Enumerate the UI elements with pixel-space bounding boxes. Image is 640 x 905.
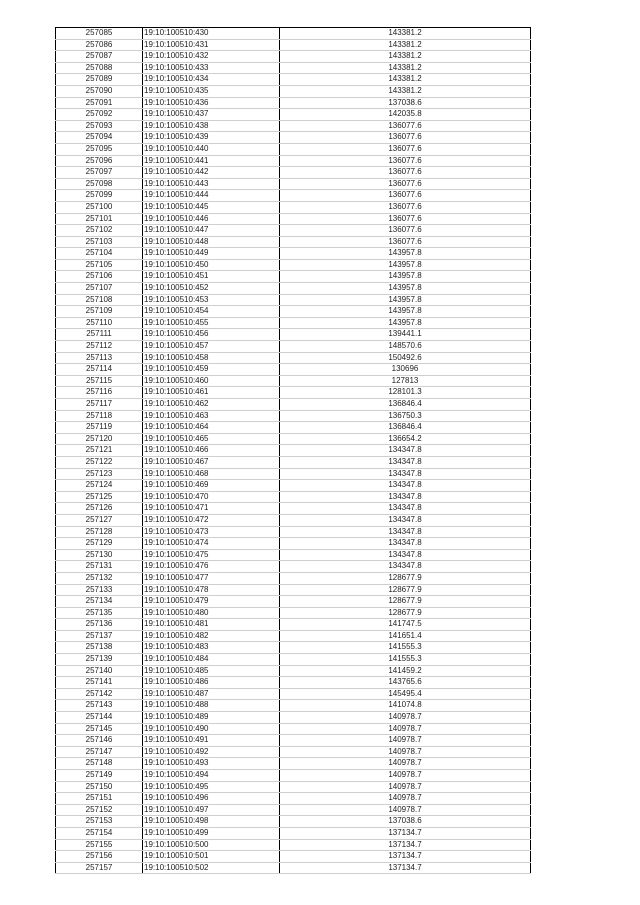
cadastral-number-cell: 19:10:100510:444 bbox=[143, 190, 280, 202]
record-id-cell: 257126 bbox=[56, 503, 143, 515]
table-row bbox=[56, 480, 531, 492]
table-row bbox=[56, 688, 531, 700]
table-row bbox=[56, 804, 531, 816]
table-row bbox=[56, 120, 531, 132]
table-row bbox=[56, 259, 531, 271]
cadastral-number-cell: 19:10:100510:437 bbox=[143, 109, 280, 121]
value-cell: 136846.4 bbox=[280, 422, 531, 434]
table-row bbox=[56, 85, 531, 97]
cadastral-number-cell: 19:10:100510:497 bbox=[143, 804, 280, 816]
record-id-cell: 257091 bbox=[56, 97, 143, 109]
table-row bbox=[56, 225, 531, 237]
table-row bbox=[56, 793, 531, 805]
table-row bbox=[56, 723, 531, 735]
table-row bbox=[56, 399, 531, 411]
table-row bbox=[56, 317, 531, 329]
record-id-cell: 257099 bbox=[56, 190, 143, 202]
record-id-cell: 257124 bbox=[56, 480, 143, 492]
value-cell: 136077.6 bbox=[280, 213, 531, 225]
cadastral-number-cell: 19:10:100510:457 bbox=[143, 341, 280, 353]
cadastral-number-cell: 19:10:100510:494 bbox=[143, 770, 280, 782]
value-cell: 137134.7 bbox=[280, 862, 531, 874]
table-row bbox=[56, 665, 531, 677]
table-row bbox=[56, 201, 531, 213]
value-cell: 134347.8 bbox=[280, 561, 531, 573]
table-row bbox=[56, 549, 531, 561]
table-row bbox=[56, 387, 531, 399]
cadastral-number-cell: 19:10:100510:438 bbox=[143, 120, 280, 132]
value-cell: 141747.5 bbox=[280, 619, 531, 631]
record-id-cell: 257109 bbox=[56, 306, 143, 318]
cadastral-number-cell: 19:10:100510:445 bbox=[143, 201, 280, 213]
value-cell: 137134.7 bbox=[280, 827, 531, 839]
cadastral-number-cell: 19:10:100510:456 bbox=[143, 329, 280, 341]
record-id-cell: 257106 bbox=[56, 271, 143, 283]
cadastral-number-cell: 19:10:100510:486 bbox=[143, 677, 280, 689]
cadastral-number-cell: 19:10:100510:482 bbox=[143, 630, 280, 642]
cadastral-number-cell: 19:10:100510:431 bbox=[143, 39, 280, 51]
table-row bbox=[56, 167, 531, 179]
table-row bbox=[56, 746, 531, 758]
value-cell: 143381.2 bbox=[280, 51, 531, 63]
cadastral-number-cell: 19:10:100510:489 bbox=[143, 712, 280, 724]
cadastral-number-cell: 19:10:100510:469 bbox=[143, 480, 280, 492]
table-row bbox=[56, 375, 531, 387]
value-cell: 140978.7 bbox=[280, 723, 531, 735]
table-row bbox=[56, 468, 531, 480]
cadastral-number-cell: 19:10:100510:466 bbox=[143, 445, 280, 457]
cadastral-number-cell: 19:10:100510:491 bbox=[143, 735, 280, 747]
value-cell: 150492.6 bbox=[280, 352, 531, 364]
cadastral-number-cell: 19:10:100510:501 bbox=[143, 851, 280, 863]
table-row bbox=[56, 143, 531, 155]
cadastral-number-cell: 19:10:100510:448 bbox=[143, 236, 280, 248]
value-cell: 134347.8 bbox=[280, 491, 531, 503]
record-id-cell: 257105 bbox=[56, 259, 143, 271]
table-row bbox=[56, 132, 531, 144]
cadastral-number-cell: 19:10:100510:433 bbox=[143, 62, 280, 74]
record-id-cell: 257148 bbox=[56, 758, 143, 770]
record-id-cell: 257142 bbox=[56, 688, 143, 700]
cadastral-number-cell: 19:10:100510:460 bbox=[143, 375, 280, 387]
table-row bbox=[56, 735, 531, 747]
value-cell: 143957.8 bbox=[280, 317, 531, 329]
record-id-cell: 257134 bbox=[56, 596, 143, 608]
value-cell: 136654.2 bbox=[280, 433, 531, 445]
value-cell: 139441.1 bbox=[280, 329, 531, 341]
cadastral-number-cell: 19:10:100510:451 bbox=[143, 271, 280, 283]
value-cell: 143957.8 bbox=[280, 283, 531, 295]
record-id-cell: 257151 bbox=[56, 793, 143, 805]
table-row bbox=[56, 677, 531, 689]
table-row bbox=[56, 283, 531, 295]
table-row bbox=[56, 862, 531, 874]
record-id-cell: 257095 bbox=[56, 143, 143, 155]
record-id-cell: 257155 bbox=[56, 839, 143, 851]
cadastral-number-cell: 19:10:100510:432 bbox=[143, 51, 280, 63]
value-cell: 134347.8 bbox=[280, 514, 531, 526]
value-cell: 127813 bbox=[280, 375, 531, 387]
value-cell: 143957.8 bbox=[280, 294, 531, 306]
table-row bbox=[56, 781, 531, 793]
cadastral-number-cell: 19:10:100510:473 bbox=[143, 526, 280, 538]
table-row bbox=[56, 236, 531, 248]
cadastral-number-cell: 19:10:100510:478 bbox=[143, 584, 280, 596]
value-cell: 143381.2 bbox=[280, 74, 531, 86]
table-row bbox=[56, 700, 531, 712]
record-id-cell: 257088 bbox=[56, 62, 143, 74]
value-cell: 134347.8 bbox=[280, 456, 531, 468]
record-id-cell: 257101 bbox=[56, 213, 143, 225]
record-id-cell: 257108 bbox=[56, 294, 143, 306]
table-row bbox=[56, 526, 531, 538]
record-id-cell: 257143 bbox=[56, 700, 143, 712]
record-id-cell: 257117 bbox=[56, 399, 143, 411]
cadastral-number-cell: 19:10:100510:450 bbox=[143, 259, 280, 271]
record-id-cell: 257122 bbox=[56, 456, 143, 468]
value-cell: 136077.6 bbox=[280, 201, 531, 213]
record-id-cell: 257154 bbox=[56, 827, 143, 839]
record-id-cell: 257149 bbox=[56, 770, 143, 782]
cadastral-number-cell: 19:10:100510:449 bbox=[143, 248, 280, 260]
value-cell: 136077.6 bbox=[280, 225, 531, 237]
cadastral-number-cell: 19:10:100510:493 bbox=[143, 758, 280, 770]
record-id-cell: 257089 bbox=[56, 74, 143, 86]
value-cell: 130696 bbox=[280, 364, 531, 376]
record-id-cell: 257153 bbox=[56, 816, 143, 828]
value-cell: 140978.7 bbox=[280, 735, 531, 747]
value-cell: 136077.6 bbox=[280, 167, 531, 179]
table-row bbox=[56, 410, 531, 422]
value-cell: 134347.8 bbox=[280, 445, 531, 457]
table-row bbox=[56, 770, 531, 782]
table-row bbox=[56, 213, 531, 225]
value-cell: 141074.8 bbox=[280, 700, 531, 712]
cadastral-number-cell: 19:10:100510:464 bbox=[143, 422, 280, 434]
value-cell: 141555.3 bbox=[280, 654, 531, 666]
value-cell: 140978.7 bbox=[280, 793, 531, 805]
table-row bbox=[56, 712, 531, 724]
table-row bbox=[56, 839, 531, 851]
record-id-cell: 257118 bbox=[56, 410, 143, 422]
record-id-cell: 257112 bbox=[56, 341, 143, 353]
table-row bbox=[56, 538, 531, 550]
value-cell: 128677.9 bbox=[280, 607, 531, 619]
value-cell: 137038.6 bbox=[280, 816, 531, 828]
value-cell: 143957.8 bbox=[280, 259, 531, 271]
record-id-cell: 257157 bbox=[56, 862, 143, 874]
value-cell: 143381.2 bbox=[280, 62, 531, 74]
value-cell: 134347.8 bbox=[280, 526, 531, 538]
table-row bbox=[56, 584, 531, 596]
cadastral-number-cell: 19:10:100510:475 bbox=[143, 549, 280, 561]
value-cell: 137038.6 bbox=[280, 97, 531, 109]
value-cell: 136077.6 bbox=[280, 143, 531, 155]
table-row bbox=[56, 155, 531, 167]
record-id-cell: 257152 bbox=[56, 804, 143, 816]
table-row bbox=[56, 630, 531, 642]
record-id-cell: 257129 bbox=[56, 538, 143, 550]
table-row bbox=[56, 758, 531, 770]
cadastral-number-cell: 19:10:100510:481 bbox=[143, 619, 280, 631]
record-id-cell: 257119 bbox=[56, 422, 143, 434]
record-id-cell: 257116 bbox=[56, 387, 143, 399]
cadastral-number-cell: 19:10:100510:465 bbox=[143, 433, 280, 445]
record-id-cell: 257128 bbox=[56, 526, 143, 538]
value-cell: 134347.8 bbox=[280, 468, 531, 480]
value-cell: 136077.6 bbox=[280, 190, 531, 202]
cadastral-number-cell: 19:10:100510:447 bbox=[143, 225, 280, 237]
record-id-cell: 257085 bbox=[56, 28, 143, 40]
cadastral-number-cell: 19:10:100510:483 bbox=[143, 642, 280, 654]
value-cell: 134347.8 bbox=[280, 549, 531, 561]
cadastral-number-cell: 19:10:100510:477 bbox=[143, 572, 280, 584]
cadastral-number-cell: 19:10:100510:462 bbox=[143, 399, 280, 411]
table-row bbox=[56, 816, 531, 828]
record-id-cell: 257094 bbox=[56, 132, 143, 144]
cadastral-number-cell: 19:10:100510:441 bbox=[143, 155, 280, 167]
table-row bbox=[56, 561, 531, 573]
value-cell: 141555.3 bbox=[280, 642, 531, 654]
table-row bbox=[56, 422, 531, 434]
value-cell: 140978.7 bbox=[280, 758, 531, 770]
value-cell: 128101.3 bbox=[280, 387, 531, 399]
table-row bbox=[56, 271, 531, 283]
value-cell: 148570.6 bbox=[280, 341, 531, 353]
table-row bbox=[56, 74, 531, 86]
table-row bbox=[56, 851, 531, 863]
cadastral-number-cell: 19:10:100510:500 bbox=[143, 839, 280, 851]
table-row bbox=[56, 341, 531, 353]
cadastral-number-cell: 19:10:100510:430 bbox=[143, 28, 280, 40]
value-cell: 145495.4 bbox=[280, 688, 531, 700]
table-row bbox=[56, 28, 531, 40]
record-id-cell: 257146 bbox=[56, 735, 143, 747]
cadastral-number-cell: 19:10:100510:470 bbox=[143, 491, 280, 503]
cadastral-number-cell: 19:10:100510:436 bbox=[143, 97, 280, 109]
cadastral-number-cell: 19:10:100510:468 bbox=[143, 468, 280, 480]
record-id-cell: 257090 bbox=[56, 85, 143, 97]
value-cell: 136077.6 bbox=[280, 132, 531, 144]
cadastral-number-cell: 19:10:100510:471 bbox=[143, 503, 280, 515]
value-cell: 143381.2 bbox=[280, 28, 531, 40]
data-table-body bbox=[56, 28, 531, 874]
record-id-cell: 257086 bbox=[56, 39, 143, 51]
record-id-cell: 257139 bbox=[56, 654, 143, 666]
table-row bbox=[56, 178, 531, 190]
record-id-cell: 257103 bbox=[56, 236, 143, 248]
value-cell: 128677.9 bbox=[280, 596, 531, 608]
table-row bbox=[56, 572, 531, 584]
table-row bbox=[56, 445, 531, 457]
cadastral-number-cell: 19:10:100510:467 bbox=[143, 456, 280, 468]
value-cell: 136750.3 bbox=[280, 410, 531, 422]
cadastral-number-cell: 19:10:100510:435 bbox=[143, 85, 280, 97]
table-row bbox=[56, 51, 531, 63]
value-cell: 143765.6 bbox=[280, 677, 531, 689]
cadastral-number-cell: 19:10:100510:484 bbox=[143, 654, 280, 666]
value-cell: 140978.7 bbox=[280, 746, 531, 758]
record-id-cell: 257123 bbox=[56, 468, 143, 480]
cadastral-number-cell: 19:10:100510:487 bbox=[143, 688, 280, 700]
cadastral-number-cell: 19:10:100510:463 bbox=[143, 410, 280, 422]
table-row bbox=[56, 514, 531, 526]
record-id-cell: 257104 bbox=[56, 248, 143, 260]
table-row bbox=[56, 306, 531, 318]
value-cell: 143381.2 bbox=[280, 85, 531, 97]
cadastral-number-cell: 19:10:100510:443 bbox=[143, 178, 280, 190]
cadastral-number-cell: 19:10:100510:488 bbox=[143, 700, 280, 712]
cadastral-number-cell: 19:10:100510:499 bbox=[143, 827, 280, 839]
table-row bbox=[56, 596, 531, 608]
cadastral-number-cell: 19:10:100510:446 bbox=[143, 213, 280, 225]
record-id-cell: 257132 bbox=[56, 572, 143, 584]
table-row bbox=[56, 97, 531, 109]
record-id-cell: 257144 bbox=[56, 712, 143, 724]
cadastral-number-cell: 19:10:100510:454 bbox=[143, 306, 280, 318]
record-id-cell: 257137 bbox=[56, 630, 143, 642]
record-id-cell: 257110 bbox=[56, 317, 143, 329]
cadastral-number-cell: 19:10:100510:442 bbox=[143, 167, 280, 179]
value-cell: 128677.9 bbox=[280, 584, 531, 596]
record-id-cell: 257115 bbox=[56, 375, 143, 387]
record-id-cell: 257097 bbox=[56, 167, 143, 179]
table-row bbox=[56, 294, 531, 306]
value-cell: 140978.7 bbox=[280, 712, 531, 724]
data-table bbox=[55, 27, 531, 874]
table-row bbox=[56, 642, 531, 654]
value-cell: 143381.2 bbox=[280, 39, 531, 51]
value-cell: 136077.6 bbox=[280, 236, 531, 248]
table-row bbox=[56, 190, 531, 202]
record-id-cell: 257100 bbox=[56, 201, 143, 213]
record-id-cell: 257147 bbox=[56, 746, 143, 758]
record-id-cell: 257141 bbox=[56, 677, 143, 689]
table-row bbox=[56, 827, 531, 839]
value-cell: 142035.8 bbox=[280, 109, 531, 121]
table-row bbox=[56, 491, 531, 503]
value-cell: 143957.8 bbox=[280, 306, 531, 318]
record-id-cell: 257140 bbox=[56, 665, 143, 677]
record-id-cell: 257138 bbox=[56, 642, 143, 654]
value-cell: 143957.8 bbox=[280, 248, 531, 260]
record-id-cell: 257145 bbox=[56, 723, 143, 735]
cadastral-number-cell: 19:10:100510:474 bbox=[143, 538, 280, 550]
record-id-cell: 257113 bbox=[56, 352, 143, 364]
value-cell: 137134.7 bbox=[280, 851, 531, 863]
value-cell: 136077.6 bbox=[280, 178, 531, 190]
value-cell: 136077.6 bbox=[280, 120, 531, 132]
value-cell: 140978.7 bbox=[280, 804, 531, 816]
cadastral-number-cell: 19:10:100510:498 bbox=[143, 816, 280, 828]
value-cell: 134347.8 bbox=[280, 538, 531, 550]
cadastral-number-cell: 19:10:100510:455 bbox=[143, 317, 280, 329]
value-cell: 137134.7 bbox=[280, 839, 531, 851]
table-row bbox=[56, 607, 531, 619]
table-row bbox=[56, 456, 531, 468]
table-row bbox=[56, 654, 531, 666]
cadastral-number-cell: 19:10:100510:453 bbox=[143, 294, 280, 306]
record-id-cell: 257092 bbox=[56, 109, 143, 121]
value-cell: 140978.7 bbox=[280, 770, 531, 782]
record-id-cell: 257093 bbox=[56, 120, 143, 132]
value-cell: 143957.8 bbox=[280, 271, 531, 283]
cadastral-number-cell: 19:10:100510:458 bbox=[143, 352, 280, 364]
table-row bbox=[56, 39, 531, 51]
cadastral-number-cell: 19:10:100510:496 bbox=[143, 793, 280, 805]
value-cell: 140978.7 bbox=[280, 781, 531, 793]
table-row bbox=[56, 619, 531, 631]
table-row bbox=[56, 433, 531, 445]
cadastral-number-cell: 19:10:100510:479 bbox=[143, 596, 280, 608]
table-row bbox=[56, 248, 531, 260]
table-row bbox=[56, 62, 531, 74]
value-cell: 136846.4 bbox=[280, 399, 531, 411]
cadastral-number-cell: 19:10:100510:472 bbox=[143, 514, 280, 526]
cadastral-number-cell: 19:10:100510:434 bbox=[143, 74, 280, 86]
record-id-cell: 257102 bbox=[56, 225, 143, 237]
cadastral-number-cell: 19:10:100510:439 bbox=[143, 132, 280, 144]
value-cell: 134347.8 bbox=[280, 480, 531, 492]
record-id-cell: 257156 bbox=[56, 851, 143, 863]
record-id-cell: 257114 bbox=[56, 364, 143, 376]
record-id-cell: 257087 bbox=[56, 51, 143, 63]
value-cell: 136077.6 bbox=[280, 155, 531, 167]
cadastral-number-cell: 19:10:100510:459 bbox=[143, 364, 280, 376]
value-cell: 134347.8 bbox=[280, 503, 531, 515]
record-id-cell: 257120 bbox=[56, 433, 143, 445]
table-row bbox=[56, 109, 531, 121]
cadastral-number-cell: 19:10:100510:490 bbox=[143, 723, 280, 735]
record-id-cell: 257150 bbox=[56, 781, 143, 793]
record-id-cell: 257096 bbox=[56, 155, 143, 167]
value-cell: 128677.9 bbox=[280, 572, 531, 584]
record-id-cell: 257135 bbox=[56, 607, 143, 619]
cadastral-number-cell: 19:10:100510:495 bbox=[143, 781, 280, 793]
cadastral-number-cell: 19:10:100510:480 bbox=[143, 607, 280, 619]
table-row bbox=[56, 352, 531, 364]
record-id-cell: 257127 bbox=[56, 514, 143, 526]
cadastral-number-cell: 19:10:100510:485 bbox=[143, 665, 280, 677]
cadastral-number-cell: 19:10:100510:492 bbox=[143, 746, 280, 758]
table-row bbox=[56, 364, 531, 376]
cadastral-number-cell: 19:10:100510:461 bbox=[143, 387, 280, 399]
record-id-cell: 257098 bbox=[56, 178, 143, 190]
record-id-cell: 257131 bbox=[56, 561, 143, 573]
table-row bbox=[56, 329, 531, 341]
value-cell: 141459.2 bbox=[280, 665, 531, 677]
cadastral-number-cell: 19:10:100510:502 bbox=[143, 862, 280, 874]
record-id-cell: 257133 bbox=[56, 584, 143, 596]
record-id-cell: 257121 bbox=[56, 445, 143, 457]
record-id-cell: 257125 bbox=[56, 491, 143, 503]
record-id-cell: 257111 bbox=[56, 329, 143, 341]
cadastral-number-cell: 19:10:100510:440 bbox=[143, 143, 280, 155]
record-id-cell: 257136 bbox=[56, 619, 143, 631]
value-cell: 141651.4 bbox=[280, 630, 531, 642]
record-id-cell: 257130 bbox=[56, 549, 143, 561]
cadastral-number-cell: 19:10:100510:476 bbox=[143, 561, 280, 573]
record-id-cell: 257107 bbox=[56, 283, 143, 295]
table-row bbox=[56, 503, 531, 515]
cadastral-number-cell: 19:10:100510:452 bbox=[143, 283, 280, 295]
